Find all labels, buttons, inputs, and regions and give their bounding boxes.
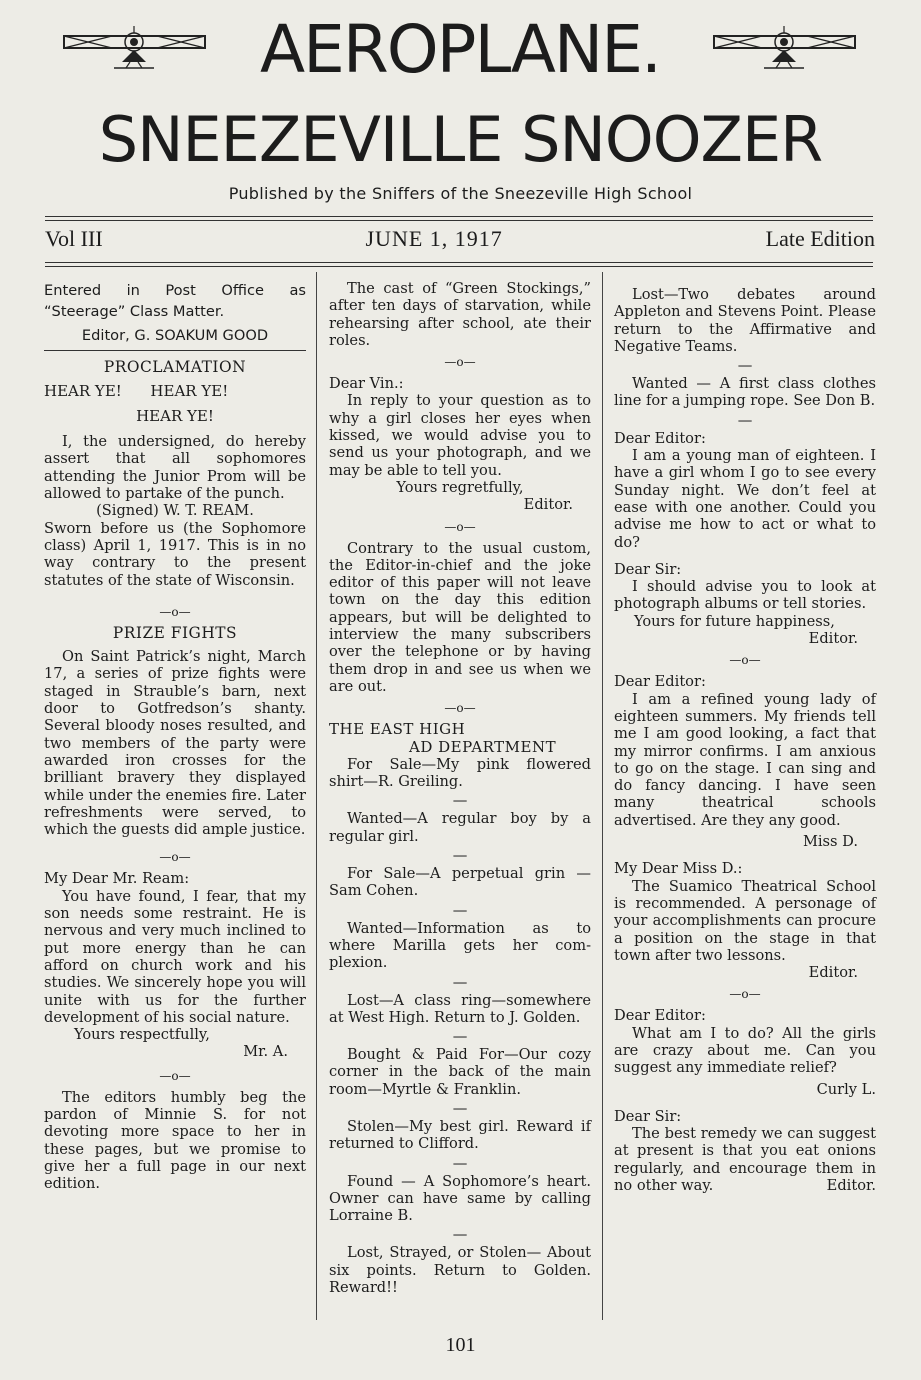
- reply2-salutation: My Dear Miss D.:: [614, 860, 743, 878]
- reply3-body: The best remedy we can suggest at present is that you eat onions regularly, and encourage them in no other way.: [614, 1125, 876, 1195]
- section-separator: —o—: [444, 701, 476, 716]
- reply1-body: I should advise you to look at photograph albums or tell stories.: [614, 578, 876, 613]
- column-3: [614, 280, 876, 1195]
- column-divider: [316, 272, 317, 1320]
- vin-salutation: Dear Vin.:: [329, 375, 404, 393]
- proclamation-title: PROCLAMATION: [103, 358, 247, 377]
- letter-sign: Mr. A.: [243, 1043, 288, 1061]
- letter2-body: I am a refined young lady of eighteen summers. My friends tell me I am good looking, a fact that my mirror confirms. I am anxious to go on the stage. I can sing and do fancy dancing. I have seen many theatrical schools advertised. Are they any good.: [614, 690, 876, 829]
- biplane-icon: [62, 24, 207, 74]
- masthead-subtitle: SNEEZEVILLE SNOOZER: [98, 103, 823, 176]
- ad-divider: —: [452, 792, 468, 810]
- ad-item: Lost, Strayed, or Stolen— About six points. Return to Golden. Reward!!: [329, 1244, 591, 1297]
- ad-item: For Sale—A perpetual grin —Sam Cohen.: [329, 865, 591, 900]
- ad-divider: —: [452, 901, 468, 919]
- editor-line: Editor, G. SOAKUM GOOD: [81, 327, 269, 344]
- section-separator: —o—: [729, 987, 761, 1002]
- biplane-icon: [712, 24, 857, 74]
- rule: [44, 350, 306, 351]
- letter3-body: What am I to do? All the girls are crazy about me. Can you suggest any immediate relief?: [614, 1024, 876, 1077]
- letter2-salutation: Dear Editor:: [614, 673, 706, 691]
- contrary-item: Contrary to the usual custom, the Editor-in-chief and the joke editor of this paper will not leave town on the day this edition appears, but will be delighted to interview the many subscribers over the telephone or by having them drop in and see us when we are out.: [329, 539, 591, 695]
- section-separator: —o—: [159, 850, 191, 865]
- letter2-sign: Miss D.: [802, 833, 858, 851]
- hear-ye-last: HEAR YE!: [136, 406, 214, 425]
- item-divider: —: [737, 411, 753, 429]
- ad-item: For Sale—My pink flowered shirt—R. Greiling.: [329, 755, 591, 791]
- reply2-body: The Suamico Theatrical School is recommended. A personage of your accomplishments can procure a position on the stage in that town after two lessons.: [614, 877, 876, 964]
- masthead-title: AEROPLANE.: [260, 11, 660, 88]
- masthead: [0, 0, 921, 270]
- letter-salutation: My Dear Mr. Ream:: [44, 870, 190, 888]
- ad-item: Lost—A class ring—somewhere at West High. Return to J. Golden.: [329, 991, 591, 1026]
- rule: [45, 220, 873, 221]
- ad-divider: —: [452, 1099, 468, 1117]
- section-separator: —o—: [444, 355, 476, 370]
- ad-department-title: [329, 721, 591, 756]
- proclamation-body: I, the undersigned, do hereby assert that all sophomores attending the Junior Prom will be allowed to partake of the punch.: [44, 433, 306, 503]
- reply1-salutation: Dear Sir:: [614, 560, 682, 578]
- column-1: [44, 280, 306, 1192]
- letter-body: You have found, I fear, that my son needs some restraint. He is nervous and very much inclined to put more energy than he can afford on church work and his studies. We sincerely hope you will unite with us for the further development of his social nature.: [44, 887, 306, 1026]
- ad-title-line-1: THE EAST HIGH: [329, 720, 466, 739]
- reply1-close: Yours for future happiness,: [634, 612, 835, 630]
- vin-body: In reply to your question as to why a girl closes her eyes when kissed, we would advise you to send us your photograph, and we may be able to tell you.: [329, 392, 591, 479]
- ad-divider: —: [452, 1226, 468, 1244]
- ad-divider: —: [452, 973, 468, 991]
- rule: [45, 216, 873, 217]
- reply3-salutation: Dear Sir:: [614, 1107, 682, 1125]
- column-2: [329, 280, 591, 1296]
- volume: Vol III: [45, 226, 103, 251]
- column-divider: [602, 272, 603, 1320]
- page-number: 101: [445, 1334, 476, 1356]
- ad-divider: —: [452, 1154, 468, 1172]
- issue-date: JUNE 1, 1917: [365, 226, 503, 251]
- green-stockings-item: The cast of “Green Stockings,” after ten days of starvation, while rehearsing after school, ate their roles.: [329, 280, 591, 349]
- ad-item: Bought & Paid For—Our cozy corner in the back of the main room—Myrtle & Franklin.: [329, 1046, 591, 1098]
- editors-note: The editors humbly beg the pardon of Minnie S. for not devoting more space to her in these pages, but we promise to give her a full page in our next edition.: [44, 1088, 306, 1193]
- wanted-clothesline-item: Wanted — A first class clothes line for a jumping rope. See Don B.: [614, 375, 876, 410]
- prize-fights-title: PRIZE FIGHTS: [112, 623, 238, 642]
- ad-divider: —: [452, 847, 468, 865]
- ad-title-line-2: AD DEPARTMENT: [409, 737, 557, 756]
- reply2-sign: Editor.: [808, 964, 858, 982]
- entered-notice: Entered in Post Office as “Steerage” Class Matter.: [44, 282, 306, 320]
- section-separator: —o—: [159, 604, 191, 619]
- ad-item: Wanted—A regular boy by a regular girl.: [329, 810, 591, 845]
- spacer: [614, 850, 876, 860]
- reply3-sign: Editor.: [826, 1177, 876, 1195]
- letter-close: Yours respectfully,: [74, 1026, 210, 1044]
- proclamation-sworn: Sworn before us (the Sophomore class) April 1, 1917. This is in no way contrary to the present statutes of the state of Wisconsin.: [44, 519, 306, 589]
- letter1-salutation: Dear Editor:: [614, 429, 706, 447]
- lost-debates-item: Lost—Two debates around Appleton and Stevens Point. Please return to the Affirmative and Negative Teams.: [614, 286, 876, 355]
- item-divider: —: [737, 357, 753, 375]
- ad-item: Found — A Sophomore’s heart. Owner can have same by calling Lorraine B.: [329, 1172, 591, 1225]
- prize-fights-body: On Saint Patrick’s night, March 17, a series of prize fights were staged in Strauble’s barn, next door to Gotfredson’s shanty. Several bloody noses resulted, and two members of the party were awarded iron crosses for the brilliant bravery they displayed while under the enemies fire. Later refreshments were served, to which the guests did ample justice.: [44, 648, 306, 839]
- hear-ye-line: HEAR YE! HEAR YE!: [44, 381, 229, 400]
- letter3-salutation: Dear Editor:: [614, 1007, 706, 1025]
- rule: [45, 262, 873, 263]
- vin-sign: Editor.: [523, 496, 573, 514]
- spacer: [614, 1098, 876, 1108]
- ad-divider: —: [452, 1028, 468, 1046]
- vin-close: Yours regretfully,: [396, 478, 524, 496]
- publisher-line: Published by the Sniffers of the Sneezeville High School: [228, 184, 693, 203]
- ad-item: Stolen—My best girl. Reward if returned to Clifford.: [329, 1117, 591, 1153]
- rule: [45, 266, 873, 267]
- section-separator: —o—: [729, 653, 761, 668]
- proclamation-signed: (Signed) W. T. REAM.: [96, 502, 254, 520]
- ad-item: Wanted—Information as to where Marilla gets her complexion.: [329, 919, 591, 972]
- letter1-body: I am a young man of eighteen. I have a girl whom I go to see every Sunday night. We don’t feel at ease with one another. Could you advise me how to act or what to do?: [614, 447, 876, 551]
- dateline: [45, 226, 875, 258]
- section-separator: —o—: [444, 519, 476, 534]
- section-separator: —o—: [159, 1068, 191, 1083]
- edition: Late Edition: [765, 226, 875, 251]
- reply1-sign: Editor.: [808, 630, 858, 648]
- spacer: [614, 551, 876, 561]
- letter3-sign: Curly L.: [816, 1080, 876, 1098]
